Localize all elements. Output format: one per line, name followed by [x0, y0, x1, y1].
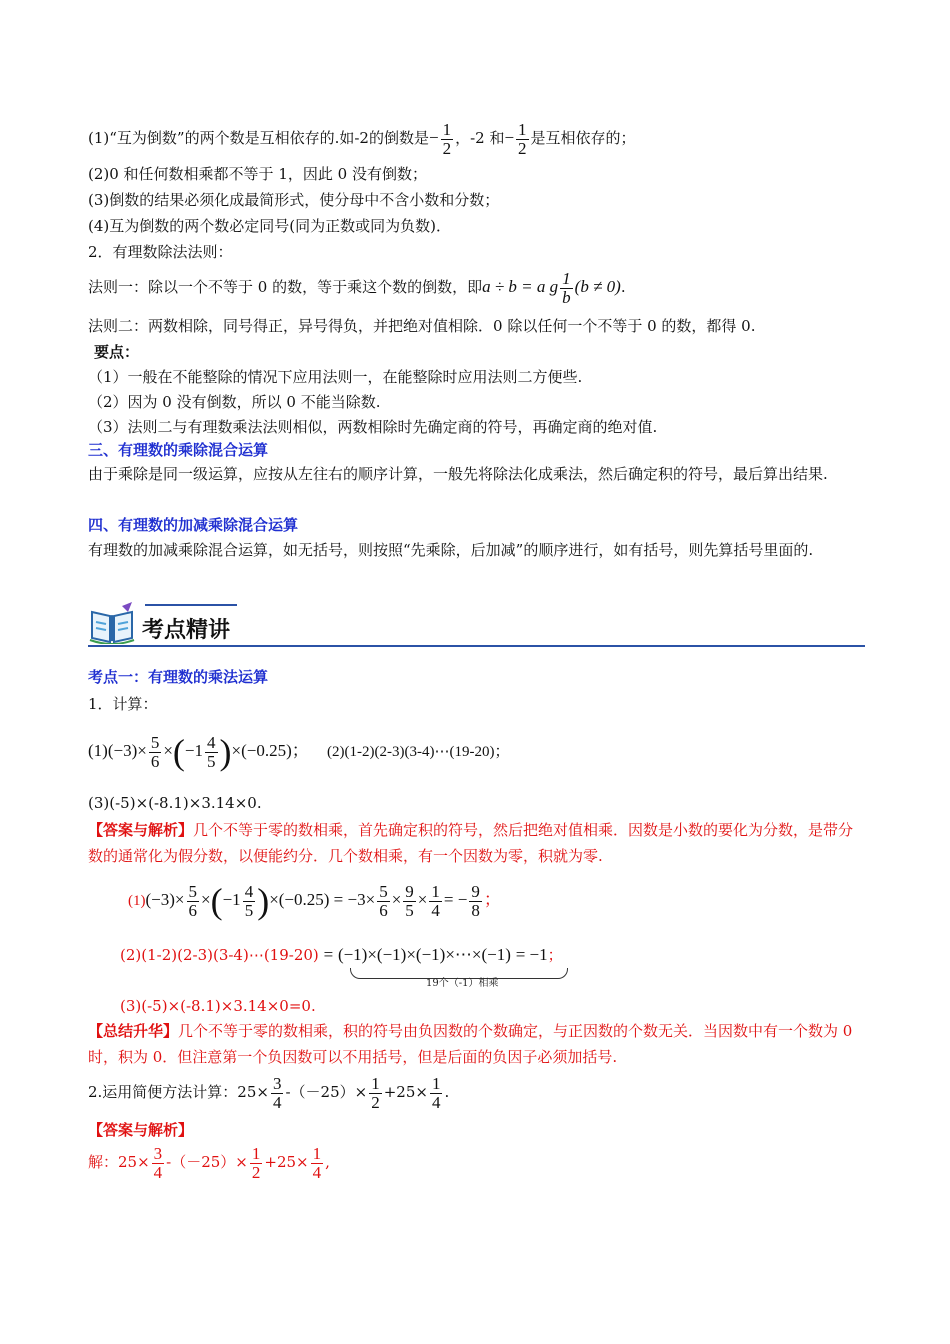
sol2-lead: (2)(1-2)(2-3)(3-4)⋯(19-20): [120, 946, 319, 964]
key-point-1: （1）一般在不能整除的情况下应用法则一，在能整除时应用法则二方便些.: [88, 368, 583, 386]
summary-text: 几个不等于零的数相乘，积的符号由负因数的个数确定，与正因数的个数无关．当因数中有一个数为 0 时，积为 0．但注意第一个负因数可以不用括号，但是后面的负因子必须加括号.: [88, 1022, 853, 1066]
kd1-summary: [88, 1018, 868, 1070]
header-accent-line: [145, 604, 237, 606]
q1-part1-a: (−3)×: [107, 741, 147, 760]
sol1-expression: (−3)× $\frac{5}{6}$ ×(−1 $\frac{4}{5}$ )×(−0.25) = −3× $\frac{5}{6}$ × $\frac{9}{5}$ × $\frac{1}{4}$ = − $\frac{9}{8}$: [145, 881, 480, 922]
rule-2: 法则二：两数相除，同号得正，异号得负，并把绝对值相除．0 除以任何一个不等于 0 的数，都得 0.: [88, 317, 756, 335]
answer-text: 几个不等于零的数相乘，首先确定积的符号，然后把绝对值相乘．因数是小数的要化为分数，是带分数的通常化为假分数，以便能约分．几个数相乘，有一个因数为零，积就为零.: [88, 821, 854, 865]
q2-solution: 解：25× $\frac{3}{4}$ -（－25）× $\frac{1}{2}$ +25× $\frac{1}{4}$ ,: [88, 1143, 330, 1182]
q2: 2.运用简便方法计算：25× $\frac{3}{4}$ -（－25）× $\frac{1}{2}$ +25× $\frac{1}{4}$ .: [88, 1073, 450, 1112]
fraction-one-over-b: $\frac{1}{b}$: [562, 268, 571, 307]
kd1-answer: [88, 817, 868, 869]
division-rule-title: 2．有理数除法法则：: [88, 243, 233, 261]
key-point-3: （3）法则二与有理数乘法法则相似，两数相除时先确定商的符号，再确定商的绝对值.: [88, 418, 658, 436]
fraction-1-2: $\frac{1}{2}$: [371, 1073, 380, 1112]
fraction-4-5: $\frac{4}{5}$: [244, 881, 254, 920]
fraction-3-4: $\frac{3}{4}$: [272, 1073, 282, 1112]
q1-part1-sep: ；: [291, 741, 309, 760]
sol2-eq: =: [323, 945, 334, 964]
note-1: [88, 118, 636, 158]
sol1-lead: (1): [128, 893, 146, 909]
q2-answer-label: 【答案与解析】: [88, 1121, 194, 1139]
fraction-5-6-b: $\frac{5}{6}$: [379, 881, 388, 920]
section-4-title: 四、有理数的加减乘除混合运算: [88, 516, 299, 534]
kd1-q1-label: 1．计算：: [88, 695, 158, 713]
solution-2: (2)(1-2)(2-3)(3-4)⋯(19-20) = (−1)×(−1)×(−1)×⋯×(−1) = −1；: [120, 945, 563, 964]
rule-1-condition: (b ≠ 0): [574, 277, 621, 296]
fraction-3-4: $\frac{3}{4}$: [153, 1143, 163, 1182]
summary-label: 【总结升华】: [88, 1022, 179, 1040]
fraction-one-half: $\frac{1}{2}$: [442, 119, 452, 158]
answer-label: 【答案与解析】: [88, 821, 194, 839]
q1-part1-c: −1: [184, 741, 204, 760]
neg-sign-2: −: [504, 128, 515, 147]
kd1-title: 考点一：有理数的乘法运算: [88, 668, 269, 686]
fraction-1-4: $\frac{1}{4}$: [312, 1143, 322, 1182]
fraction-one-half-2: $\frac{1}{2}$: [518, 119, 527, 158]
note-3: (3)倒数的结果必须化成最简形式，使分母中不含小数和分数；: [88, 191, 500, 209]
fraction-5-6: $\frac{5}{6}$: [150, 732, 160, 771]
rule-1-text: 法则一：除以一个不等于 0 的数，等于乘这个数的倒数，即: [88, 278, 483, 296]
q1-part3: (3)(-5)×(-8.1)×3.14×0.: [88, 794, 262, 812]
book-icon: [88, 602, 136, 644]
rule-1: [88, 267, 626, 307]
solution-1: (1)(−3)× $\frac{5}{6}$ ×(−1 $\frac{4}{5}$ )×(−0.25) = −3× $\frac{5}{6}$ × $\frac{9}{5}$ × $\frac{1}{4}$ = − $\frac{9}{8}$ ；: [128, 881, 501, 922]
fraction-4-5: $\frac{4}{5}$: [207, 732, 216, 771]
q1-part1-d: ×(−0.25): [231, 741, 292, 760]
q2-label: 2.运用简便方法计算：25×: [88, 1083, 269, 1101]
fraction-5-6: $\frac{5}{6}$: [188, 881, 197, 920]
key-point-2: （2）因为 0 没有倒数，所以 0 不能当除数.: [88, 393, 381, 411]
right-paren: ): [219, 732, 232, 773]
header-title: 考点精讲: [142, 618, 231, 643]
neg-sign: −: [428, 128, 439, 147]
fraction-1-2: $\frac{1}{2}$: [251, 1143, 261, 1182]
brace-label: 19个（-1）相乘: [426, 978, 499, 989]
fraction-9-8: $\frac{9}{8}$: [471, 881, 480, 920]
note-1-suffix: 是互相依存的；: [530, 129, 636, 147]
q1-part1-lead: (1): [88, 741, 108, 760]
key-points-title: 要点：: [94, 343, 140, 361]
section-4-text: 有理数的加减乘除混合运算，如无括号，则按照“先乘除，后加减”的顺序进行，如有括号，则先算括号里面的.: [88, 541, 814, 559]
sol2-result: = −1: [515, 945, 548, 964]
note-4: (4)互为倒数的两个数必定同号(同为正数或同为负数)．: [88, 217, 451, 235]
fraction-1-4: $\frac{1}{4}$: [431, 1073, 441, 1112]
kd1-q1-parts: [88, 729, 509, 774]
solution-3: (3)(-5)×(-8.1)×3.14×0=0.: [120, 997, 316, 1015]
sol2-product: (−1)×(−1)×(−1)×⋯×(−1): [337, 945, 511, 964]
rule-1-formula: a ÷ b = a g: [482, 277, 559, 296]
fraction-1-4: $\frac{1}{4}$: [431, 881, 440, 920]
fraction-9-5: $\frac{9}{5}$: [405, 881, 414, 920]
note-1-prefix: (1)“互为倒数”的两个数是互相依存的.如-2的倒数是: [88, 129, 429, 147]
rule-1-end: .: [620, 278, 626, 296]
header-rule: [88, 645, 865, 647]
left-paren: (: [172, 732, 185, 773]
note-1-mid: ，-2 和: [455, 129, 505, 147]
note-2: (2)0 和任何数相乘都不等于 1，因此 0 没有倒数；: [88, 165, 427, 183]
section-3-title: 三、有理数的乘除混合运算: [88, 441, 269, 459]
q1-part1-b: ×: [163, 741, 173, 760]
q1-part2: (2)(1-2)(2-3)(3-4)⋯(19-20)；: [327, 744, 510, 760]
section-3-text: 由于乘除是同一级运算，应按从左往右的顺序计算，一般先将除法化成乘法，然后确定积的符号，最后算出结果.: [88, 465, 828, 483]
